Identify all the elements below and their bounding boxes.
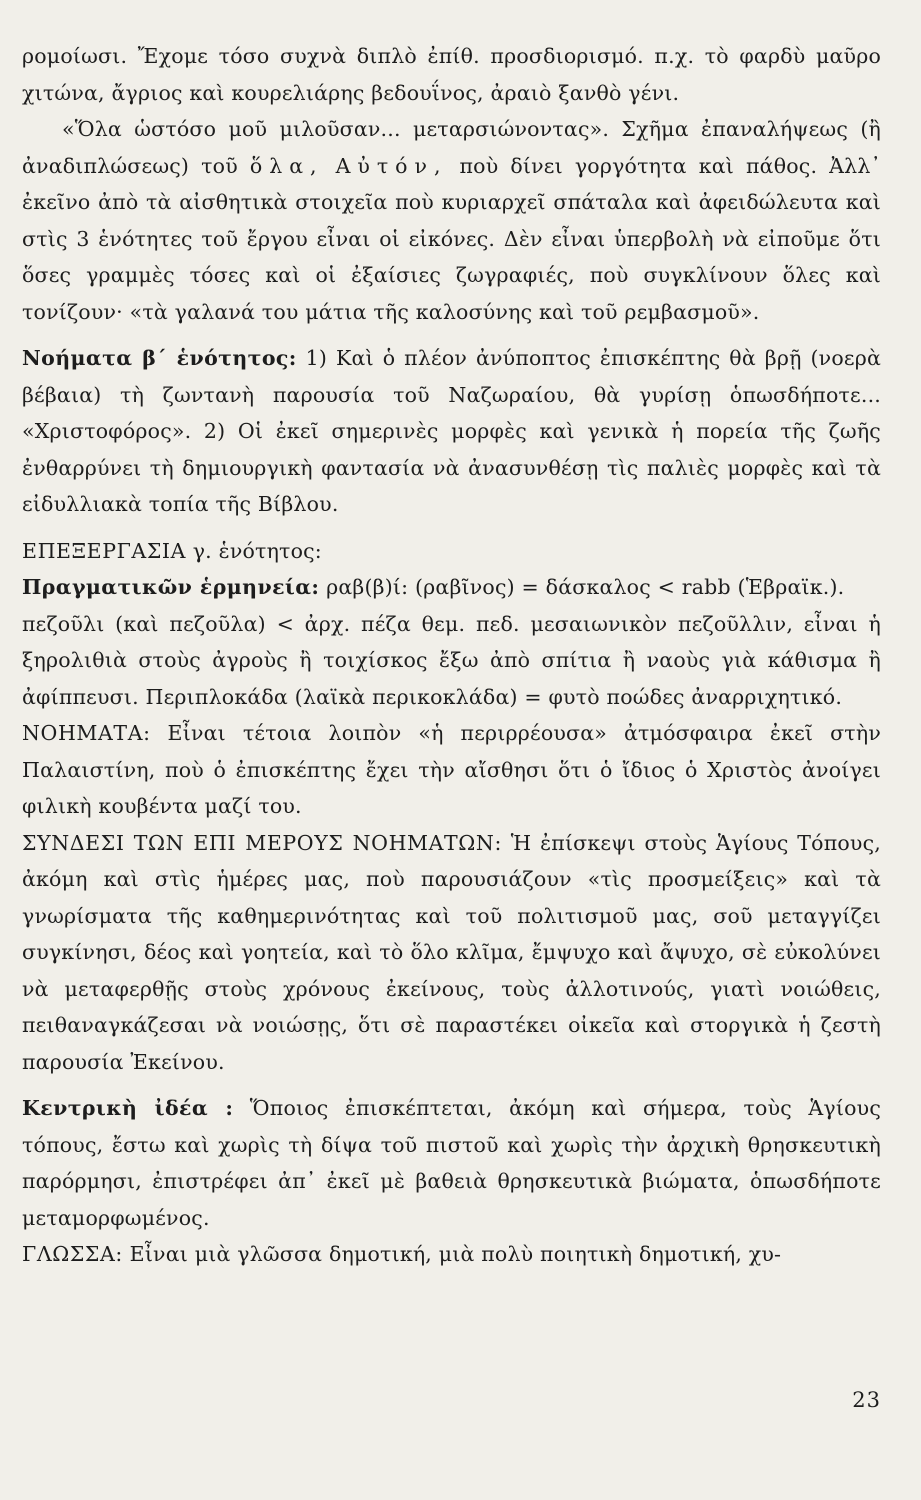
section-heading: Νοήματα β΄ ἑνότητος: <box>22 346 297 370</box>
section-text: γ. ἑνότητος: <box>186 538 322 563</box>
paragraph-2-text-start: «Ὅλα ὡστόσο μοῦ μιλοῦσαν... μεταρσιώνοντας». Σχῆμα ἐπαναλήψεως (ἢ ἀναδιπλώσεως) τοῦ <box>22 117 881 178</box>
spaced-word-afton: Αὐτόν, <box>335 153 448 178</box>
section-text: Εἶναι τέτοια λοιπὸν «ἡ περιρρέουσα» ἀτμόσφαιρα ἐκεῖ στὴν Παλαιστίνη, ποὺ ὁ ἐπισκέπτης ἔχει τὴν αἴσθησι ὅτι ὁ ἴδιος ὁ Χριστὸς ἀνοίγει φιλικὴ κουβέντα μαζί του. <box>22 721 881 818</box>
section-text: Ὅποιος ἐπισκέπτεται, ἀκόμη καὶ σήμερα, τοὺς Ἁγίους τόπους, ἔστω καὶ χωρὶς τὴ δίψα τοῦ πιστοῦ καὶ χωρὶς τὴν ἀρχικὴ θρησκευτικὴ παρόρμησι, ἐπιστρέφει ἀπ᾽ ἐκεῖ μὲ βαθειὰ θρησκευτικὰ βιώματα, ὁπωσδήποτε μεταμορφωμένος. <box>22 1096 881 1230</box>
paragraph-text: πεζοῦλι (καὶ πεζοῦλα) < ἀρχ. πέζα θεμ. πεδ. μεσαιωνικὸν πεζοῦλλιν, εἶναι ἡ ξηρολιθιὰ στοὺς ἀγροὺς ἢ τοιχίσκος ἔξω ἀπὸ σπίτια ἢ ναοὺς γιὰ κάθισμα ἢ ἀφίππευσι. Περιπλοκάδα (λαϊκὰ περικοκλάδα) = φυτὸ ποώδες ἀναρριχητικό. <box>22 611 881 709</box>
page-number: 23 <box>852 1388 881 1412</box>
section-nohmata <box>22 715 881 825</box>
paragraph-2 <box>22 111 881 330</box>
section-epexergasia <box>22 533 881 570</box>
spaced-word-ola: ὅλα, <box>249 153 324 178</box>
section-pragmatikon <box>22 569 881 606</box>
paragraph-2-text-end: ποὺ δίνει γοργότητα καὶ πάθος. Ἀλλ᾽ ἐκεῖνο ἀπὸ τὰ αἰσθητικὰ στοιχεῖα ποὺ κυριαρχεῖ σπάταλα καὶ ἀφειδώλευτα καὶ στὶς 3 ἑνότητες τοῦ ἔργου εἶναι οἱ εἰκόνες. Δὲν εἶναι ὑπερβολὴ νὰ εἰποῦμε ὅτι ὅσες γραμμὲς τόσες καὶ οἱ ἐξαίσιες ζωγραφιές, ποὺ συγκλίνουν ὅλες καὶ τονίζουν· «τὰ γαλανά του μάτια τῆς καλοσύνης καὶ τοῦ ρεμβασμοῦ». <box>22 153 882 324</box>
section-heading: Πραγματικῶν ἑρμηνεία: <box>22 575 320 599</box>
section-text: ραβ(β)ί: (ραβῖνος) = δάσκαλος < rabb (Ἑβραϊκ.). <box>319 575 845 599</box>
section-heading: ΣΥΝΔΕΣΙ ΤΩΝ ΕΠΙ ΜΕΡΟΥΣ ΝΟΗΜΑΤΩΝ: <box>22 830 502 855</box>
paragraph-pezouli <box>22 606 881 716</box>
section-heading: ΝΟΗΜΑΤΑ: <box>22 721 151 745</box>
section-text: Ἡ ἐπίσκεψι στοὺς Ἁγίους Τόπους, ἀκόμη καὶ στὶς ἡμέρες μας, ποὺ παρουσιάζουν «τὶς προσμείξεις» καὶ τὰ γνωρίσματα τῆς καθημερινότητας καὶ τοῦ πολιτισμοῦ μας, σοῦ μεταγγίζει συγκίνησι, δέος καὶ γοητεία, καὶ τὸ ὅλο κλῖμα, ἔμψυχο καὶ ἄψυχο, σὲ εὐκολύνει νὰ μεταφερθῇς στοὺς χρόνους ἐκείνους, τοὺς ἀλλοτινούς, γιατὶ νοιώθεις, πειθαναγκάζεσαι νὰ νοιώσῃς, ὅτι σὲ παραστέκει οἰκεῖα καὶ στοργικὰ ἡ ζεστὴ παρουσία Ἐκείνου. <box>22 830 881 1074</box>
paragraph-1 <box>22 38 881 111</box>
section-nohmata-b <box>22 340 881 523</box>
paragraph-1-text: ρομοίωσι. Ἔχομε τόσο συχνὰ διπλὸ ἐπίθ. προσδιορισμό. π.χ. τὸ φαρδὺ μαῦρο χιτώνα, ἄγριος καὶ κουρελιάρης βεδουΐνος, ἀραιὸ ξανθὸ γένι. <box>22 44 881 105</box>
section-text: 1) Καὶ ὁ πλέον ἀνύποπτος ἐπισκέπτης θὰ βρῇ (νοερὰ βέβαια) τὴ ζωντανὴ παρουσία τοῦ Ναζωραίου, θὰ γυρίσῃ ὁπωσδήποτε... «Χριστοφόρος». 2) Οἱ ἐκεῖ σημερινὲς μορφὲς καὶ γενικὰ ἡ πορεία τῆς ζωῆς ἐνθαρρύνει τὴ δημιουργικὴ φαντασία νὰ ἀνασυνθέσῃ τὶς παλιὲς μορφὲς καὶ τὰ εἰδυλλιακὰ τοπία τῆς Βίβλου. <box>22 346 881 516</box>
section-heading: ΓΛΩΣΣΑ: <box>22 1242 123 1266</box>
section-text: Εἶναι μιὰ γλῶσσα δημοτική, μιὰ πολὺ ποιητικὴ δημοτική, χυ- <box>122 1242 782 1266</box>
section-heading: Κεντρικὴ ἰδέα : <box>22 1096 234 1120</box>
section-heading: ΕΠΕΞΕΡΓΑΣΙΑ <box>22 538 187 563</box>
section-syndesi <box>22 825 881 1081</box>
section-kentriki-idea <box>22 1090 881 1236</box>
section-glossa <box>22 1236 881 1273</box>
